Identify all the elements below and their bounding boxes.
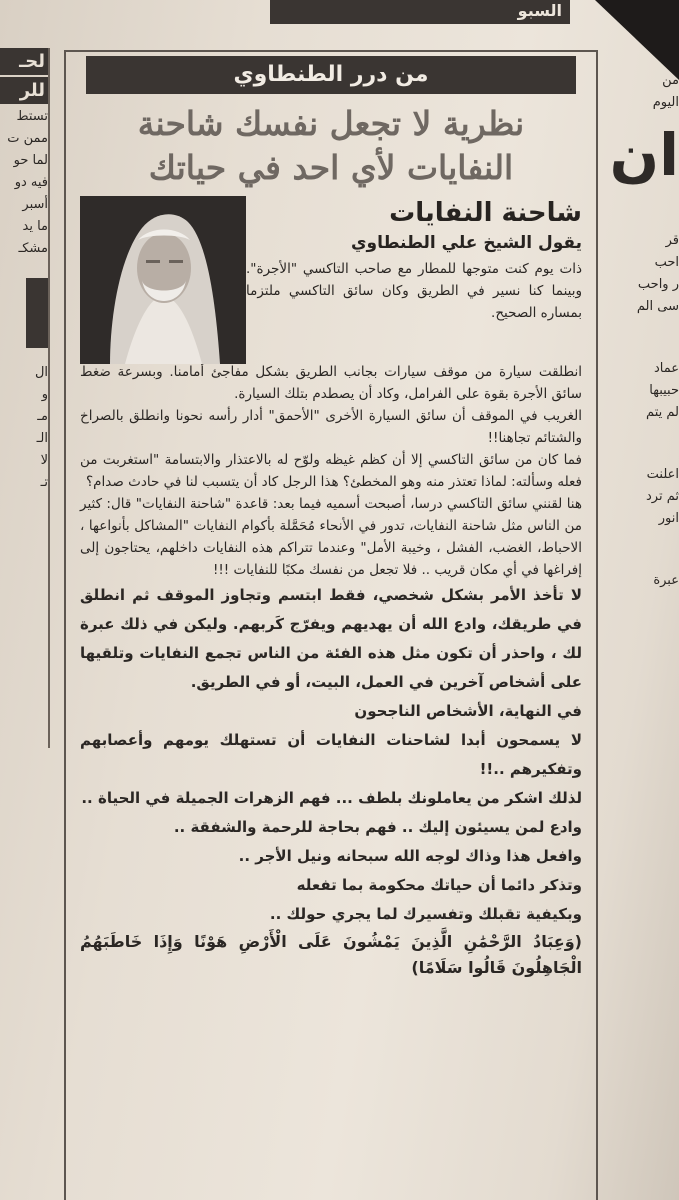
- left-column-line: تستط: [16, 109, 48, 124]
- spacer: [598, 318, 679, 358]
- left-column-line: و: [41, 387, 48, 402]
- paragraph: فما كان من سائق التاكسي إلا أن كظم غيظه ولوّح له بالاعتذار والابتسامة "استغربت من فعله وسألته: لماذا تعتذر منه وهو المخطئ؟ هذا الرجل كاد أن يتسبب لنا في حادث صدام؟: [80, 452, 582, 490]
- left-column-line: ال: [34, 365, 48, 380]
- article-column: [64, 50, 598, 1200]
- paragraph: وادع لمن يسيئون إليك .. فهم بحاجة للرحمة والشفقة ..: [173, 818, 582, 836]
- article-intro: [80, 196, 582, 361]
- right-column-line: عماد: [653, 361, 679, 376]
- right-column-line: ر واحب: [637, 277, 679, 292]
- paragraph: ذات يوم كنت متوجها للمطار مع صاحب التاكسي "الأجرة". وبينما كنا نسير في الطريق وكان سائق التاكسي ملتزما بمساره الصحيح.: [246, 261, 582, 321]
- paragraph: وافعل هذا وذاك لوجه الله سبحانه ونيل الأجر ..: [238, 847, 582, 865]
- article-subhead: شاحنة النفايات: [389, 198, 582, 228]
- right-column-line: ثم ترد: [646, 489, 679, 504]
- paragraph: وتذكر دائما أن حياتك محكومة بما تفعله: [296, 876, 582, 894]
- left-column-dark-bar: [26, 278, 48, 348]
- spacer: [598, 530, 679, 570]
- right-column-line: احب: [654, 255, 679, 270]
- left-column-line: ما يد: [22, 219, 48, 234]
- paragraph: انطلقت سيارة من موقف سيارات بجانب الطريق بشكل مفاجئ أمامنا. وبسرعة ضغط سائق الأجرة بقوة على الفرامل، وكاد أن يصطدم بتلك السيارة.: [80, 364, 582, 402]
- portrait-image: [80, 196, 246, 364]
- left-column-box-2: للر: [0, 77, 48, 104]
- right-column-line: لم يتم: [646, 405, 679, 420]
- article-body: [80, 361, 582, 981]
- right-column-line: من: [662, 73, 679, 88]
- left-column-line: لا: [40, 453, 48, 468]
- author-photo: [80, 196, 246, 364]
- left-column-box-1: لحـ: [0, 48, 48, 75]
- right-column-big-headline: ان: [609, 121, 679, 189]
- left-neighbour-column: [0, 48, 50, 748]
- right-column-line: انور: [658, 511, 679, 526]
- paragraph: الغريب في الموقف أن سائق السيارة الأخرى "الأحمق" أدار رأسه نحونا وانطلق بالصراخ والشتائم تجاهنا!!: [80, 408, 582, 446]
- intro-text-block: [246, 196, 582, 324]
- right-column-line: حبيبها: [649, 383, 679, 398]
- paragraph: لذلك اشكر من يعاملونك بلطف ... فهم الزهرات الجميلة في الحياة ..: [81, 789, 582, 807]
- left-column-line: ممن ت: [7, 131, 48, 146]
- section-header-strip: السبو: [270, 0, 570, 24]
- right-column-line: اليوم: [652, 95, 679, 110]
- paragraph: هنا لقنني سائق التاكسي درسا، أصبحت أسميه فيما بعد: قاعدة "شاحنة النفايات" قال: كثير من الناس مثل شاحنة النفايات، تدور في الأنحاء مُحَمَّلة بأكوام النفايات "المشاكل بأنواعها ، الاحباط، الغضب، الفشل ، وخيبة الأمل" وعندما تتراكم هذه النفايات داخلهم، يحتاجون إلى إفراغها في أي مكان قريب .. فلا تجعل من نفسك مكبًا للنفايات !!!: [80, 496, 582, 578]
- left-column-line: مـ: [37, 409, 48, 424]
- right-column-line: قر: [665, 233, 679, 248]
- paragraph: في النهاية، الأشخاص الناجحون: [354, 702, 582, 720]
- paragraph: لا يسمحون أبدا لشاحنات النفايات أن تستهلك يومهم وأعصابهم وتفكيرهم ..!!: [80, 731, 582, 778]
- paragraph: لا تأخذ الأمر بشكل شخصي، فقط ابتسم وتجاوز الموقف ثم انطلق في طريقك، وادع الله أن يهديهم ويفرّج كَربهم. وليكن في ذلك عبرة لك ، واحذر أن تكون مثل هذه الفئة من الناس تجمع النفايات وتلقيها على أشخاص آخرين في العمل، البيت، أو في الطريق.: [80, 586, 582, 691]
- left-column-line: فيه دو: [14, 175, 48, 190]
- left-column-line: الـ: [36, 431, 48, 446]
- spacer: [598, 424, 679, 464]
- article-byline: يقول الشيخ علي الطنطاوي: [350, 233, 582, 253]
- right-column-line: سى الم: [636, 299, 679, 314]
- right-column-line: عبرة: [653, 573, 679, 588]
- right-neighbour-column: [598, 70, 679, 750]
- left-column-line: أسبر: [22, 197, 48, 212]
- left-column-line: مشكـ: [18, 241, 48, 256]
- article-headline: نظرية لا تجعل نفسك شاحنة النفايات لأي احد في حياتك: [137, 104, 525, 187]
- paragraph: وبكيفية تقبلك وتفسيرك لما يجري حولك ..: [269, 905, 582, 923]
- left-column-line: لما حو: [13, 153, 48, 168]
- left-column-line: تـ: [40, 475, 48, 490]
- quran-quote: (وَعِبَادُ الرَّحْمَٰنِ الَّذِينَ يَمْشُونَ عَلَى الْأَرْضِ هَوْنًا وَإِذَا خَاطَبَهُمُ الْجَاهِلُونَ قَالُوا سَلَامًا): [80, 932, 582, 977]
- article-kicker: من درر الطنطاوي: [86, 56, 576, 94]
- right-column-line: اعلنت: [646, 467, 679, 482]
